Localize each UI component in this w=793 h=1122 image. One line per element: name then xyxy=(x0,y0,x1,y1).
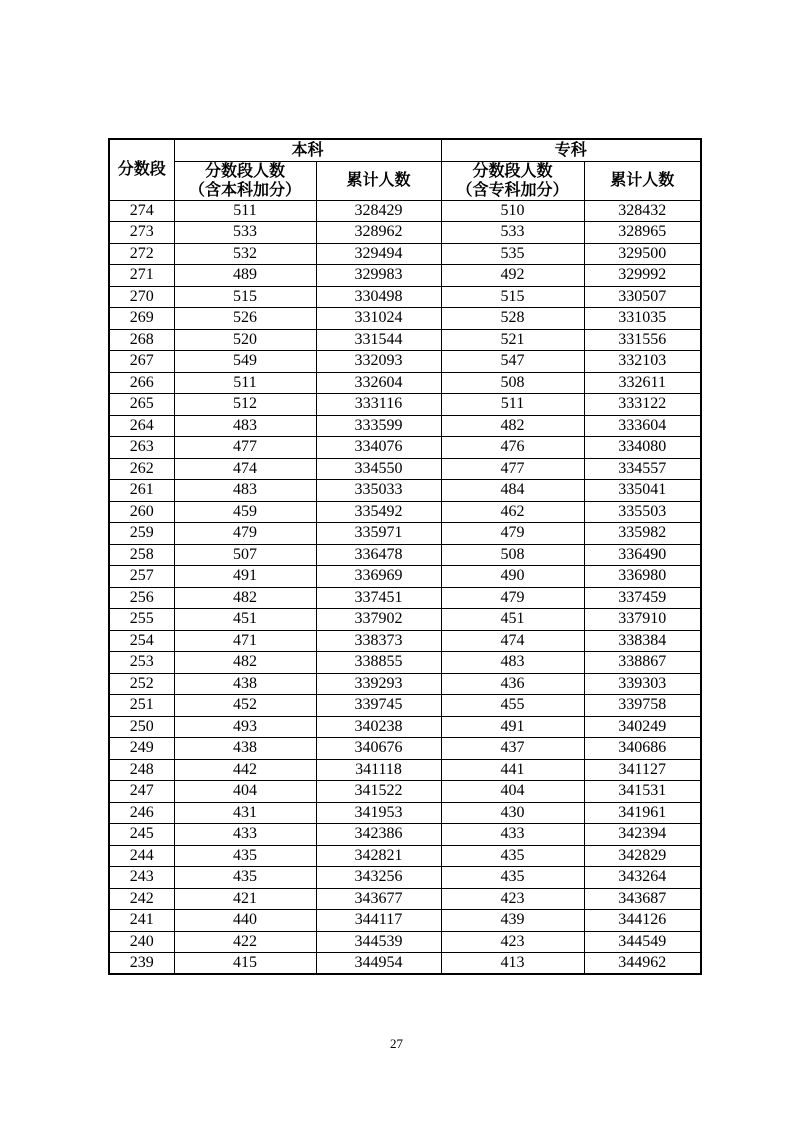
score-band-cell: 253 xyxy=(109,652,174,674)
zhuanke-cumulative-cell: 336490 xyxy=(584,544,701,566)
benke-count-cell: 404 xyxy=(174,781,316,803)
zhuanke-count-cell: 430 xyxy=(441,802,584,824)
score-band-cell: 263 xyxy=(109,437,174,459)
benke-count-cell: 438 xyxy=(174,738,316,760)
benke-cumulative-cell: 331544 xyxy=(316,329,441,351)
score-band-cell: 258 xyxy=(109,544,174,566)
zhuanke-count-cell: 435 xyxy=(441,845,584,867)
zhuanke-count-cell: 439 xyxy=(441,910,584,932)
zhuanke-count-cell: 511 xyxy=(441,394,584,416)
benke-count-cell: 452 xyxy=(174,695,316,717)
zhuanke-cumulative-cell: 344549 xyxy=(584,931,701,953)
zhuanke-cumulative-cell: 331556 xyxy=(584,329,701,351)
table-row xyxy=(109,802,701,824)
score-band-cell: 243 xyxy=(109,867,174,889)
table-row xyxy=(109,781,701,803)
table-row xyxy=(109,308,701,330)
header-zhuanke-count-line1: 分数段人数 xyxy=(472,162,553,180)
zhuanke-count-cell: 492 xyxy=(441,265,584,287)
benke-cumulative-cell: 334076 xyxy=(316,437,441,459)
benke-count-cell: 549 xyxy=(174,351,316,373)
zhuanke-cumulative-cell: 339758 xyxy=(584,695,701,717)
table-row xyxy=(109,523,701,545)
table-row xyxy=(109,695,701,717)
table-row xyxy=(109,888,701,910)
score-band-cell: 252 xyxy=(109,673,174,695)
header-benke-group: 本科 xyxy=(174,139,441,161)
benke-cumulative-cell: 342821 xyxy=(316,845,441,867)
zhuanke-count-cell: 423 xyxy=(441,931,584,953)
benke-cumulative-cell: 334550 xyxy=(316,458,441,480)
benke-count-cell: 482 xyxy=(174,652,316,674)
score-band-cell: 250 xyxy=(109,716,174,738)
benke-cumulative-cell: 341118 xyxy=(316,759,441,781)
score-band-cell: 269 xyxy=(109,308,174,330)
score-band-cell: 268 xyxy=(109,329,174,351)
benke-cumulative-cell: 341953 xyxy=(316,802,441,824)
score-band-cell: 264 xyxy=(109,415,174,437)
table-body xyxy=(109,200,701,974)
zhuanke-cumulative-cell: 334557 xyxy=(584,458,701,480)
table-row xyxy=(109,544,701,566)
table-row xyxy=(109,243,701,265)
zhuanke-cumulative-cell: 337459 xyxy=(584,587,701,609)
zhuanke-count-cell: 479 xyxy=(441,523,584,545)
zhuanke-cumulative-cell: 332103 xyxy=(584,351,701,373)
zhuanke-count-cell: 436 xyxy=(441,673,584,695)
zhuanke-count-cell: 508 xyxy=(441,372,584,394)
zhuanke-count-cell: 413 xyxy=(441,953,584,975)
table-row xyxy=(109,845,701,867)
score-band-cell: 260 xyxy=(109,501,174,523)
benke-count-cell: 415 xyxy=(174,953,316,975)
zhuanke-count-cell: 491 xyxy=(441,716,584,738)
benke-count-cell: 433 xyxy=(174,824,316,846)
zhuanke-count-cell: 490 xyxy=(441,566,584,588)
header-benke-count-line2: （含本科加分） xyxy=(188,181,301,199)
benke-count-cell: 477 xyxy=(174,437,316,459)
benke-count-cell: 533 xyxy=(174,222,316,244)
zhuanke-cumulative-cell: 336980 xyxy=(584,566,701,588)
benke-cumulative-cell: 337902 xyxy=(316,609,441,631)
table-row xyxy=(109,910,701,932)
header-zhuanke-group: 专科 xyxy=(441,139,701,161)
table-row xyxy=(109,824,701,846)
benke-cumulative-cell: 335033 xyxy=(316,480,441,502)
zhuanke-count-cell: 510 xyxy=(441,200,584,222)
benke-cumulative-cell: 343256 xyxy=(316,867,441,889)
benke-cumulative-cell: 336969 xyxy=(316,566,441,588)
table-row xyxy=(109,716,701,738)
header-group-row xyxy=(109,139,701,161)
benke-cumulative-cell: 340676 xyxy=(316,738,441,760)
score-band-cell: 259 xyxy=(109,523,174,545)
zhuanke-cumulative-cell: 335503 xyxy=(584,501,701,523)
benke-cumulative-cell: 339745 xyxy=(316,695,441,717)
benke-cumulative-cell: 340238 xyxy=(316,716,441,738)
zhuanke-count-cell: 423 xyxy=(441,888,584,910)
benke-count-cell: 512 xyxy=(174,394,316,416)
table-row xyxy=(109,415,701,437)
table-row xyxy=(109,587,701,609)
benke-cumulative-cell: 341522 xyxy=(316,781,441,803)
header-score-band: 分数段 xyxy=(109,139,174,200)
page-number: 27 xyxy=(390,1036,403,1051)
zhuanke-cumulative-cell: 333122 xyxy=(584,394,701,416)
benke-count-cell: 491 xyxy=(174,566,316,588)
table-row xyxy=(109,222,701,244)
zhuanke-count-cell: 479 xyxy=(441,587,584,609)
zhuanke-cumulative-cell: 342394 xyxy=(584,824,701,846)
score-band-cell: 270 xyxy=(109,286,174,308)
score-band-cell: 242 xyxy=(109,888,174,910)
zhuanke-cumulative-cell: 335982 xyxy=(584,523,701,545)
table-row xyxy=(109,759,701,781)
score-band-cell: 239 xyxy=(109,953,174,975)
zhuanke-cumulative-cell: 331035 xyxy=(584,308,701,330)
score-band-cell: 248 xyxy=(109,759,174,781)
benke-cumulative-cell: 329494 xyxy=(316,243,441,265)
benke-cumulative-cell: 342386 xyxy=(316,824,441,846)
score-band-cell: 256 xyxy=(109,587,174,609)
score-band-cell: 251 xyxy=(109,695,174,717)
score-band-cell: 241 xyxy=(109,910,174,932)
table-row xyxy=(109,437,701,459)
zhuanke-cumulative-cell: 329500 xyxy=(584,243,701,265)
benke-count-cell: 489 xyxy=(174,265,316,287)
zhuanke-cumulative-cell: 338867 xyxy=(584,652,701,674)
benke-cumulative-cell: 338373 xyxy=(316,630,441,652)
table-row xyxy=(109,501,701,523)
score-band-cell: 274 xyxy=(109,200,174,222)
benke-count-cell: 442 xyxy=(174,759,316,781)
benke-cumulative-cell: 333599 xyxy=(316,415,441,437)
zhuanke-count-cell: 433 xyxy=(441,824,584,846)
benke-count-cell: 438 xyxy=(174,673,316,695)
benke-cumulative-cell: 332093 xyxy=(316,351,441,373)
benke-cumulative-cell: 328429 xyxy=(316,200,441,222)
benke-cumulative-cell: 343677 xyxy=(316,888,441,910)
zhuanke-cumulative-cell: 335041 xyxy=(584,480,701,502)
zhuanke-cumulative-cell: 341961 xyxy=(584,802,701,824)
header-zhuanke-cum: 累计人数 xyxy=(584,161,701,200)
table-row xyxy=(109,394,701,416)
zhuanke-cumulative-cell: 342829 xyxy=(584,845,701,867)
benke-count-cell: 435 xyxy=(174,845,316,867)
table-row xyxy=(109,351,701,373)
benke-count-cell: 520 xyxy=(174,329,316,351)
zhuanke-count-cell: 435 xyxy=(441,867,584,889)
zhuanke-cumulative-cell: 330507 xyxy=(584,286,701,308)
benke-count-cell: 483 xyxy=(174,415,316,437)
score-band-cell: 246 xyxy=(109,802,174,824)
benke-cumulative-cell: 338855 xyxy=(316,652,441,674)
benke-cumulative-cell: 336478 xyxy=(316,544,441,566)
zhuanke-cumulative-cell: 334080 xyxy=(584,437,701,459)
table-row xyxy=(109,372,701,394)
score-band-cell: 244 xyxy=(109,845,174,867)
table-row xyxy=(109,609,701,631)
header-sub-row xyxy=(109,161,701,200)
zhuanke-count-cell: 462 xyxy=(441,501,584,523)
benke-count-cell: 515 xyxy=(174,286,316,308)
zhuanke-cumulative-cell: 340686 xyxy=(584,738,701,760)
header-benke-cum: 累计人数 xyxy=(316,161,441,200)
benke-count-cell: 431 xyxy=(174,802,316,824)
zhuanke-cumulative-cell: 341531 xyxy=(584,781,701,803)
benke-cumulative-cell: 330498 xyxy=(316,286,441,308)
zhuanke-cumulative-cell: 328432 xyxy=(584,200,701,222)
benke-count-cell: 511 xyxy=(174,372,316,394)
benke-cumulative-cell: 337451 xyxy=(316,587,441,609)
score-band-cell: 271 xyxy=(109,265,174,287)
zhuanke-cumulative-cell: 339303 xyxy=(584,673,701,695)
benke-count-cell: 440 xyxy=(174,910,316,932)
zhuanke-count-cell: 476 xyxy=(441,437,584,459)
benke-count-cell: 451 xyxy=(174,609,316,631)
zhuanke-cumulative-cell: 337910 xyxy=(584,609,701,631)
zhuanke-count-cell: 404 xyxy=(441,781,584,803)
zhuanke-cumulative-cell: 338384 xyxy=(584,630,701,652)
header-benke-count-line1: 分数段人数 xyxy=(204,162,285,180)
zhuanke-count-cell: 521 xyxy=(441,329,584,351)
benke-count-cell: 482 xyxy=(174,587,316,609)
score-band-cell: 245 xyxy=(109,824,174,846)
zhuanke-count-cell: 482 xyxy=(441,415,584,437)
score-band-cell: 265 xyxy=(109,394,174,416)
benke-count-cell: 479 xyxy=(174,523,316,545)
benke-cumulative-cell: 331024 xyxy=(316,308,441,330)
benke-count-cell: 493 xyxy=(174,716,316,738)
header-zhuanke-count-line2: （含专科加分） xyxy=(456,181,569,199)
score-band-cell: 272 xyxy=(109,243,174,265)
zhuanke-cumulative-cell: 328965 xyxy=(584,222,701,244)
table-row xyxy=(109,200,701,222)
zhuanke-count-cell: 483 xyxy=(441,652,584,674)
table-row xyxy=(109,738,701,760)
benke-cumulative-cell: 344117 xyxy=(316,910,441,932)
zhuanke-count-cell: 474 xyxy=(441,630,584,652)
table-row xyxy=(109,673,701,695)
benke-cumulative-cell: 332604 xyxy=(316,372,441,394)
score-band-cell: 261 xyxy=(109,480,174,502)
score-distribution-table xyxy=(108,138,702,975)
benke-cumulative-cell: 339293 xyxy=(316,673,441,695)
header-zhuanke-count xyxy=(441,161,584,200)
zhuanke-cumulative-cell: 344126 xyxy=(584,910,701,932)
benke-count-cell: 511 xyxy=(174,200,316,222)
benke-cumulative-cell: 344954 xyxy=(316,953,441,975)
score-band-cell: 262 xyxy=(109,458,174,480)
zhuanke-cumulative-cell: 340249 xyxy=(584,716,701,738)
table-row xyxy=(109,566,701,588)
table-row xyxy=(109,329,701,351)
zhuanke-cumulative-cell: 341127 xyxy=(584,759,701,781)
zhuanke-count-cell: 477 xyxy=(441,458,584,480)
benke-count-cell: 435 xyxy=(174,867,316,889)
benke-cumulative-cell: 333116 xyxy=(316,394,441,416)
table-row xyxy=(109,265,701,287)
benke-cumulative-cell: 329983 xyxy=(316,265,441,287)
header-benke-count xyxy=(174,161,316,200)
benke-count-cell: 421 xyxy=(174,888,316,910)
benke-cumulative-cell: 335971 xyxy=(316,523,441,545)
zhuanke-cumulative-cell: 344962 xyxy=(584,953,701,975)
score-band-cell: 254 xyxy=(109,630,174,652)
score-band-cell: 255 xyxy=(109,609,174,631)
table-row xyxy=(109,931,701,953)
score-band-cell: 240 xyxy=(109,931,174,953)
zhuanke-count-cell: 547 xyxy=(441,351,584,373)
zhuanke-count-cell: 535 xyxy=(441,243,584,265)
benke-count-cell: 483 xyxy=(174,480,316,502)
table-row xyxy=(109,953,701,975)
benke-count-cell: 526 xyxy=(174,308,316,330)
zhuanke-count-cell: 533 xyxy=(441,222,584,244)
zhuanke-cumulative-cell: 343687 xyxy=(584,888,701,910)
table-row xyxy=(109,652,701,674)
score-band-cell: 257 xyxy=(109,566,174,588)
zhuanke-count-cell: 528 xyxy=(441,308,584,330)
zhuanke-count-cell: 484 xyxy=(441,480,584,502)
table-row xyxy=(109,630,701,652)
benke-count-cell: 471 xyxy=(174,630,316,652)
benke-count-cell: 532 xyxy=(174,243,316,265)
benke-count-cell: 422 xyxy=(174,931,316,953)
zhuanke-count-cell: 515 xyxy=(441,286,584,308)
score-band-cell: 247 xyxy=(109,781,174,803)
zhuanke-count-cell: 508 xyxy=(441,544,584,566)
table-row xyxy=(109,286,701,308)
zhuanke-cumulative-cell: 332611 xyxy=(584,372,701,394)
zhuanke-cumulative-cell: 329992 xyxy=(584,265,701,287)
table-row xyxy=(109,867,701,889)
score-band-cell: 267 xyxy=(109,351,174,373)
score-band-cell: 249 xyxy=(109,738,174,760)
benke-count-cell: 474 xyxy=(174,458,316,480)
zhuanke-count-cell: 437 xyxy=(441,738,584,760)
benke-count-cell: 507 xyxy=(174,544,316,566)
benke-cumulative-cell: 335492 xyxy=(316,501,441,523)
zhuanke-cumulative-cell: 343264 xyxy=(584,867,701,889)
benke-cumulative-cell: 344539 xyxy=(316,931,441,953)
zhuanke-count-cell: 441 xyxy=(441,759,584,781)
table-row xyxy=(109,480,701,502)
table-row xyxy=(109,458,701,480)
benke-count-cell: 459 xyxy=(174,501,316,523)
zhuanke-cumulative-cell: 333604 xyxy=(584,415,701,437)
score-band-cell: 266 xyxy=(109,372,174,394)
benke-cumulative-cell: 328962 xyxy=(316,222,441,244)
score-band-cell: 273 xyxy=(109,222,174,244)
zhuanke-count-cell: 451 xyxy=(441,609,584,631)
zhuanke-count-cell: 455 xyxy=(441,695,584,717)
